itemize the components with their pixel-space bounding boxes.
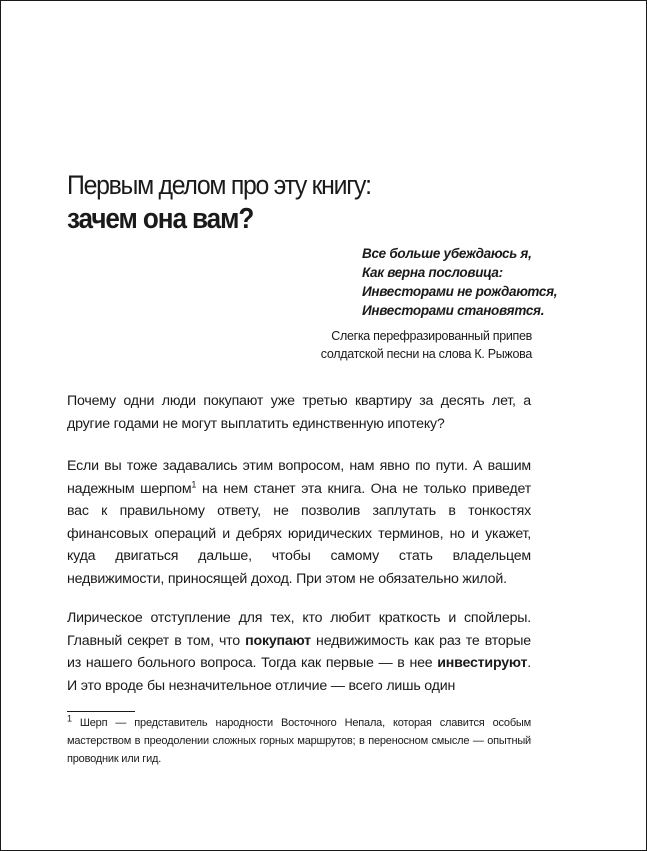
- epigraph-line: Инвесторами не рождаются,: [362, 284, 558, 299]
- attribution-line: Слегка перефразированный припев: [331, 329, 532, 343]
- paragraph-3-text: Лирическое отступление для тех, кто любит краткость и спойлеры. Главный секрет в том, что: [67, 610, 531, 649]
- paragraph-3: [67, 607, 531, 697]
- attribution-line: солдатской песни на слова К. Рыжова: [320, 347, 532, 361]
- paragraph-1: Почему одни люди покупают уже третью квартиру за десять лет, а другие годами не могут выплатить единственную ипотеку?: [67, 393, 531, 432]
- bold-term-buy: покупают: [245, 632, 311, 649]
- footnote-reference[interactable]: 1: [191, 478, 197, 489]
- chapter-title-line2: зачем она вам?: [67, 203, 254, 235]
- epigraph-line: Инвесторами становятся.: [362, 303, 545, 318]
- epigraph-line: Как верна пословица:: [362, 265, 503, 280]
- footnote: [67, 714, 531, 768]
- paragraph-2: [67, 455, 531, 590]
- epigraph-line: Все больше убеждаюсь я,: [362, 246, 532, 261]
- bold-term-invest: инвестируют: [437, 655, 528, 671]
- footnote-text: Шерп — представитель народности Восточного Непала, которая славится особым мастерством в преодолении сложных горных маршрутов; в переносном смысле — опытный проводник или гид.: [67, 717, 531, 765]
- epigraph: [362, 244, 557, 320]
- paragraph-2-text: Если вы тоже задавались этим вопросом, нам явно по пути. А вашим надежным шерпом: [67, 458, 531, 497]
- footnote-number: 1: [67, 713, 72, 724]
- paragraph-2-text-cont: на нем станет эта книга. Она не только приведет вас к правильному ответу, не позволив заплутать в тонкостях финансовых операций и дебрях юридических терминов, но и укажет, куда двигаться дальше, чтобы самому стать владельцем недвижимости, приносящей доход. При этом не обязательно жилой.: [67, 480, 531, 587]
- footnote-divider: [67, 711, 135, 712]
- chapter-title-line1: Первым делом про эту книгу:: [67, 170, 371, 200]
- paragraph-3-text-end: . И это вроде бы незначительное отличие — всего лишь один: [67, 655, 531, 694]
- epigraph-attribution: [321, 327, 532, 363]
- paragraph-3-text-cont: недвижимость как раз те вторые из нашего больного вопроса. Тогда как первые — в нее: [67, 632, 531, 671]
